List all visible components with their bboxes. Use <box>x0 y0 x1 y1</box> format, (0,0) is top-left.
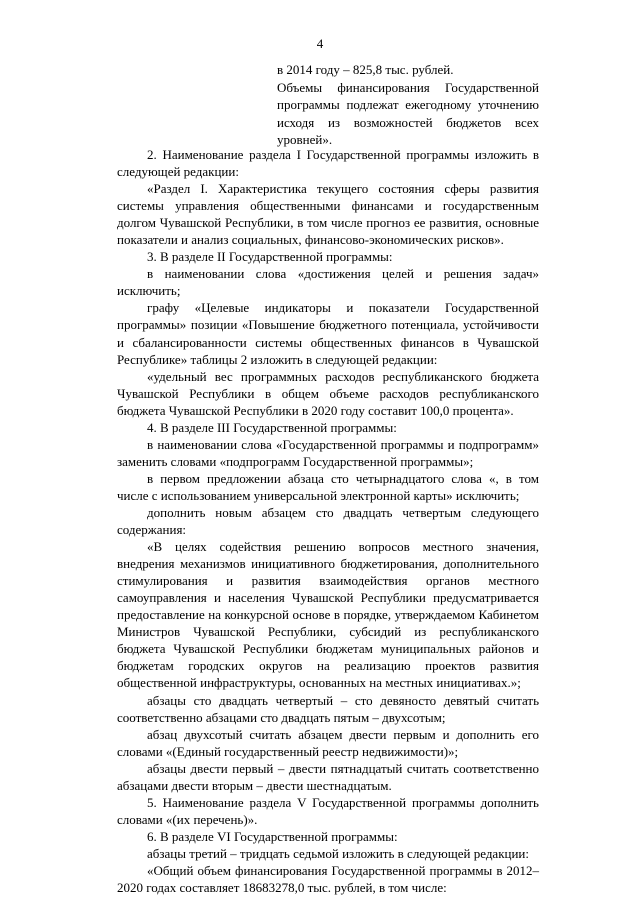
paragraph: 3. В разделе II Государственной программы: <box>147 249 393 265</box>
page-number: 4 <box>316 36 324 51</box>
paragraph: 2. Наименование раздела I Государственной программы изложить в следующей редакции: <box>117 147 539 180</box>
paragraph: абзацы двести первый – двести пятнадцатый считать соответственно абзацами двести вторым – двести шестнадцатым. <box>117 760 539 793</box>
paragraph: «Общий объем финансирования Государственной программы в 2012–2020 годах составляет 18683278,0 тыс. рублей, в том числе: <box>117 862 539 896</box>
paragraph: «В целях содействия решению вопросов местного значения, внедрения механизмов инициативного бюджетирования, дополнительного стимулирования и развития взаимодействия органов местного самоуправления и населения Чувашской Республики предусматривается предоставление на конкурсной основе в порядке, утверждаемом Кабинетом Министров Чувашской Республики, субсидий из республиканского бюджета Чувашской Республики бюджетам муниципальных районов и бюджетам городских округов на реализацию проектов развития общественной инфраструктуры, основанных на местных инициативах.»; <box>117 539 539 691</box>
top-block <box>277 61 539 149</box>
paragraph: «удельный вес программных расходов республиканского бюджета Чувашской Республики в общем объеме расходов республиканского бюджета Чувашской Республики в 2020 году составит 100,0 процента». <box>117 368 539 418</box>
paragraph: дополнить новым абзацем сто двадцать четвертым следующего содержания: <box>117 504 539 538</box>
paragraph: в наименовании слова «Государственной программы и подпрограмм» заменить словами «подпрограмм Государственной программы»; <box>117 436 539 469</box>
paragraph: абзацы сто двадцать четвертый – сто девяносто девятый считать соответственно абзацами сто двадцать пятым – двухсотым; <box>117 692 539 725</box>
paragraph: в первом предложении абзаца сто четырнадцатого слова «, в том числе с использованием универсальной электронной карты» исключить; <box>117 470 539 503</box>
paragraph: в наименовании слова «достижения целей и решения задач» исключить; <box>117 266 539 299</box>
paragraph: «Раздел I. Характеристика текущего состояния сферы развития системы управления общественными финансами и государственным долгом Чувашской Республики, в том числе прогноз ее развития, основные показатели и анализ социальных, финансово-экономических рисков». <box>117 181 539 248</box>
main-text <box>117 146 539 896</box>
paragraph: абзацы третий – тридцать седьмой изложить в следующей редакции: <box>147 845 529 861</box>
paragraph: абзац двухсотый считать абзацем двести первым и дополнить его словами «(Единый государственный реестр недвижимости)»; <box>117 726 539 759</box>
paragraph: 5. Наименование раздела V Государственной программы дополнить словами «(их перечень)». <box>117 794 539 827</box>
paragraph: графу «Целевые индикаторы и показатели Государственной программы» позиции «Повышение бюджетного потенциала, устойчивости и сбалансированности системы общественных финансов в Чувашской Республике» таблицы 2 изложить в следующей редакции: <box>117 300 539 367</box>
top-line: в 2014 году – 825,8 тыс. рублей. <box>277 62 454 77</box>
paragraph: 4. В разделе III Государственной программы: <box>147 419 397 435</box>
top-paragraph: Объемы финансирования Государственной программы подлежат ежегодному уточнению исходя из возможностей бюджетов всех уровней». <box>277 79 539 148</box>
paragraph: 6. В разделе VI Государственной программы: <box>147 828 398 844</box>
